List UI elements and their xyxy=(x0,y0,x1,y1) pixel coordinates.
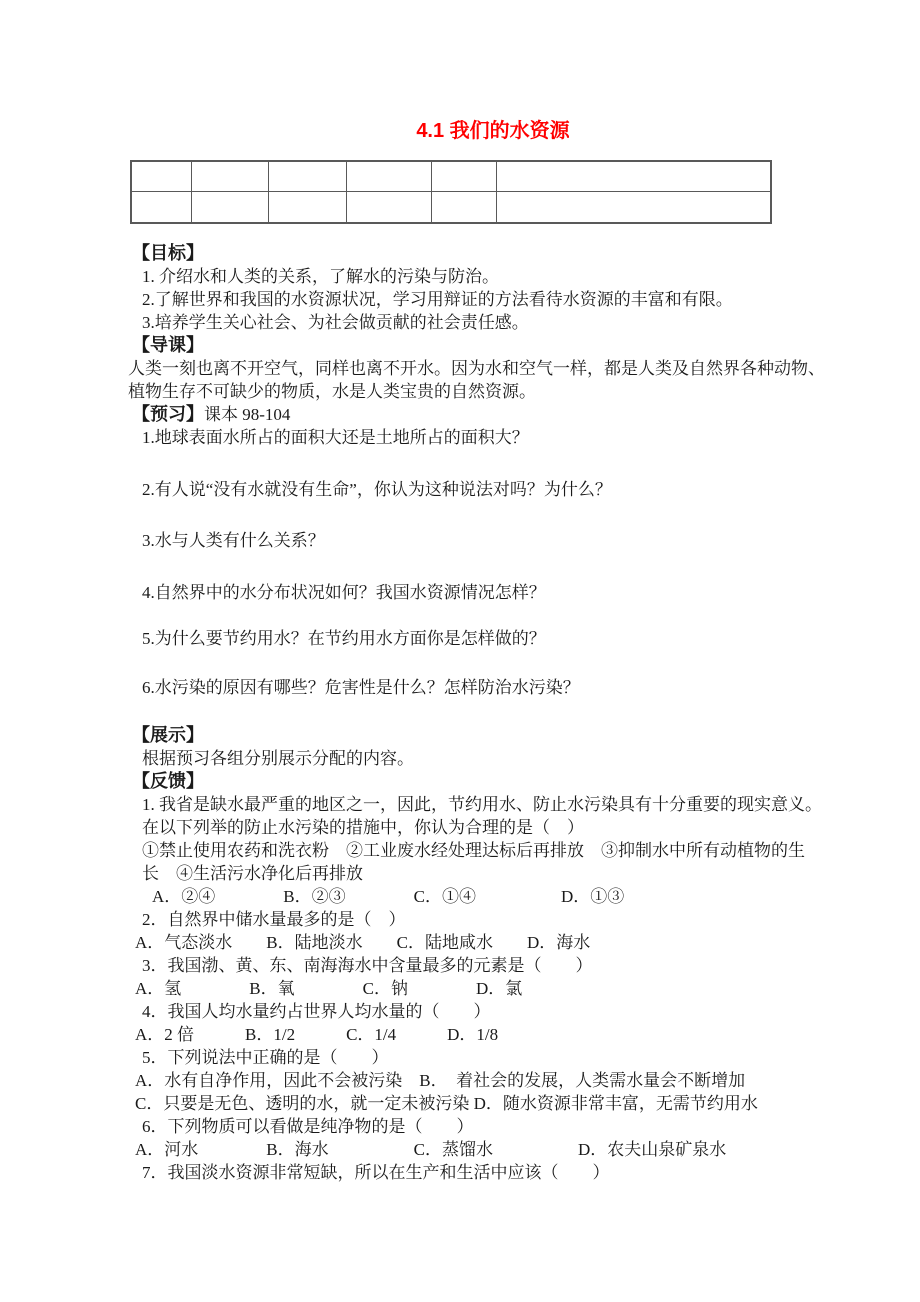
document-body xyxy=(128,242,858,1184)
text-line: 6．下列物质可以看做是纯净物的是（ ） xyxy=(142,1117,474,1136)
text-line: 3．我国渤、黄、东、南海海水中含量最多的元素是（ ） xyxy=(142,956,593,975)
options-line: C．只要是无色、透明的水，就一定未被污染 D．随水资源非常丰富，无需节约用水 xyxy=(135,1094,758,1113)
text-line: 4.自然界中的水分布状况如何？我国水资源情况怎样？ xyxy=(142,583,546,602)
options-line: A．②④ B．②③ C．①④ D．①③ xyxy=(152,887,625,906)
text-line: 在以下列举的防止水污染的措施中，你认为合理的是（ ） xyxy=(142,818,584,837)
header-table-cell xyxy=(346,161,431,191)
text-line: 根据预习各组分别展示分配的内容。 xyxy=(142,749,414,768)
options-line: A．气态淡水 B．陆地淡水 C．陆地咸水 D．海水 xyxy=(135,933,591,952)
text-line: 长 ④生活污水净化后再排放 xyxy=(142,864,363,883)
text-line: 2.了解世界和我国的水资源状况，学习用辩证的方法看待水资源的丰富和有限。 xyxy=(142,290,733,309)
header-table-cell xyxy=(191,161,268,191)
header-table-cell xyxy=(496,161,771,191)
section-heading: 【展示】 xyxy=(132,725,204,745)
header-table-cell xyxy=(131,191,191,223)
text-line: 6.水污染的原因有哪些？危害性是什么？怎样防治水污染？ xyxy=(142,678,580,697)
blank-space xyxy=(128,699,858,724)
section-heading: 【目标】 xyxy=(132,243,204,263)
blank-space xyxy=(128,604,858,627)
text-line: 7．我国淡水资源非常短缺，所以在生产和生活中应该（ ） xyxy=(142,1163,610,1182)
options-line: A．氢 B．氧 C．钠 D．氯 xyxy=(135,979,523,998)
document-title: 4.1 我们的水资源 xyxy=(416,120,570,142)
blank-space xyxy=(128,501,858,529)
header-table-cell xyxy=(268,161,346,191)
blank-space xyxy=(128,449,858,478)
text-line: 1. 介绍水和人类的关系，了解水的污染与防治。 xyxy=(142,267,499,286)
section-heading-with-ref xyxy=(132,403,858,426)
text-line: 2.有人说“没有水就没有生命”，你认为这种说法对吗？为什么？ xyxy=(142,480,612,499)
section-heading: 【导课】 xyxy=(132,335,204,355)
text-line: ①禁止使用农药和洗衣粉 ②工业废水经处理达标后再排放 ③抑制水中所有动植物的生 xyxy=(142,841,805,860)
header-table-cell xyxy=(268,191,346,223)
header-table-cell xyxy=(431,191,496,223)
options-line: A．河水 B．海水 C．蒸馏水 D．农夫山泉矿泉水 xyxy=(135,1140,727,1159)
options-line: A．水有自净作用，因此不会被污染 B． 着社会的发展，人类需水量会不断增加 xyxy=(135,1071,746,1090)
header-table-cell xyxy=(346,191,431,223)
text-line: 5.为什么要节约用水？在节约用水方面你是怎样做的？ xyxy=(142,629,546,648)
header-table-cell xyxy=(191,191,268,223)
header-table xyxy=(130,160,772,224)
text-line: 3.水与人类有什么关系？ xyxy=(142,531,325,550)
text-line: 5．下列说法中正确的是（ ） xyxy=(142,1048,389,1067)
text-line: 1. 我省是缺水最严重的地区之一，因此，节约用水、防止水污染具有十分重要的现实意义。 xyxy=(142,795,822,814)
header-table-row xyxy=(131,161,771,191)
text-line: 4．我国人均水量约占世界人均水量的（ ） xyxy=(142,1002,491,1021)
header-table-cell xyxy=(431,161,496,191)
paragraph-line: 植物生存不可缺少的物质，水是人类宝贵的自然资源。 xyxy=(128,382,536,401)
textbook-ref: 课本 98-104 xyxy=(204,405,291,424)
text-line: 2．自然界中储水量最多的是（ ） xyxy=(142,910,406,929)
header-table-row xyxy=(131,191,771,223)
options-line: A．2 倍 B．1/2 C．1/4 D．1/8 xyxy=(135,1025,499,1044)
text-line: 3.培养学生关心社会、为社会做贡献的社会责任感。 xyxy=(142,313,529,332)
blank-space xyxy=(128,552,858,581)
header-table-cell xyxy=(131,161,191,191)
header-table-cell xyxy=(496,191,771,223)
section-heading: 【预习】 xyxy=(132,404,204,424)
blank-space xyxy=(128,650,858,676)
paragraph-line: 人类一刻也离不开空气，同样也离不开水。因为水和空气一样，都是人类及自然界各种动物、 xyxy=(128,359,825,378)
text-line: 1.地球表面水所占的面积大还是土地所占的面积大？ xyxy=(142,428,529,447)
section-heading: 【反馈】 xyxy=(132,771,204,791)
